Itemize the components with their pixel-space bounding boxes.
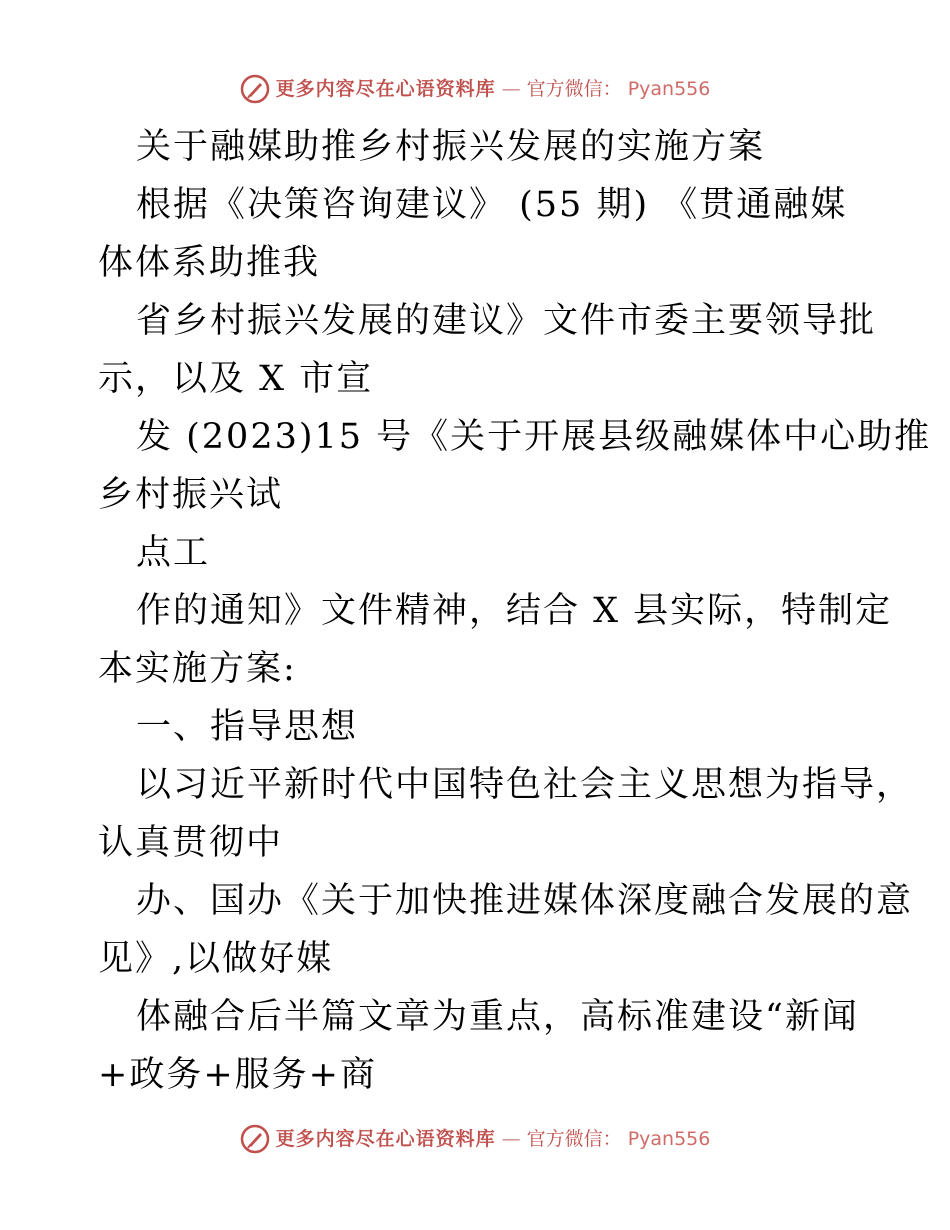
watermark-id: Pyan556: [627, 78, 711, 100]
document-body: [98, 118, 932, 1104]
text-line: 作的通知》文件精神，结合 X 县实际，特制定: [136, 591, 893, 631]
text-line: 认真贯彻中: [98, 823, 284, 863]
header-watermark: [0, 74, 950, 104]
text-line: 根据《决策咨询建议》 (55 期) 《贯通融媒: [136, 185, 848, 225]
watermark-dash: —: [501, 78, 521, 100]
text-line: 点工: [136, 533, 211, 573]
quill-logo-icon: [240, 1124, 270, 1154]
watermark-dash: —: [501, 1128, 521, 1150]
footer-watermark: [0, 1124, 950, 1154]
text-line: 一、指导思想: [136, 707, 359, 747]
text-line: 发 (2023)15 号《关于开展县级融媒体中心助推: [136, 417, 932, 457]
text-line: 体融合后半篇文章为重点，高标准建设“新闻: [136, 997, 859, 1037]
watermark-label: 官方微信：: [526, 78, 622, 100]
watermark-id: Pyan556: [627, 1128, 711, 1150]
text-line: 本实施方案:: [98, 649, 297, 689]
quill-logo-icon: [240, 74, 270, 104]
text-line: 关于融媒助推乡村振兴发展的实施方案: [136, 127, 766, 167]
text-line: 省乡村振兴发展的建议》文件市委主要领导批: [136, 301, 877, 341]
watermark-label: 官方微信：: [526, 1128, 622, 1150]
text-line: 体体系助推我: [98, 243, 321, 283]
text-line: 示，以及 X 市宣: [98, 359, 374, 399]
text-line: +政务+服务+商: [98, 1055, 377, 1095]
text-line: 办、国办《关于加快推进媒体深度融合发展的意: [136, 881, 914, 921]
watermark-main-text: 更多内容尽在心语资料库: [275, 78, 496, 100]
watermark-main-text: 更多内容尽在心语资料库: [275, 1128, 496, 1150]
text-line: 见》,以做好媒: [98, 939, 334, 979]
text-line: 以习近平新时代中国特色社会主义思想为指导，: [136, 765, 914, 805]
text-line: 乡村振兴试: [98, 475, 284, 515]
